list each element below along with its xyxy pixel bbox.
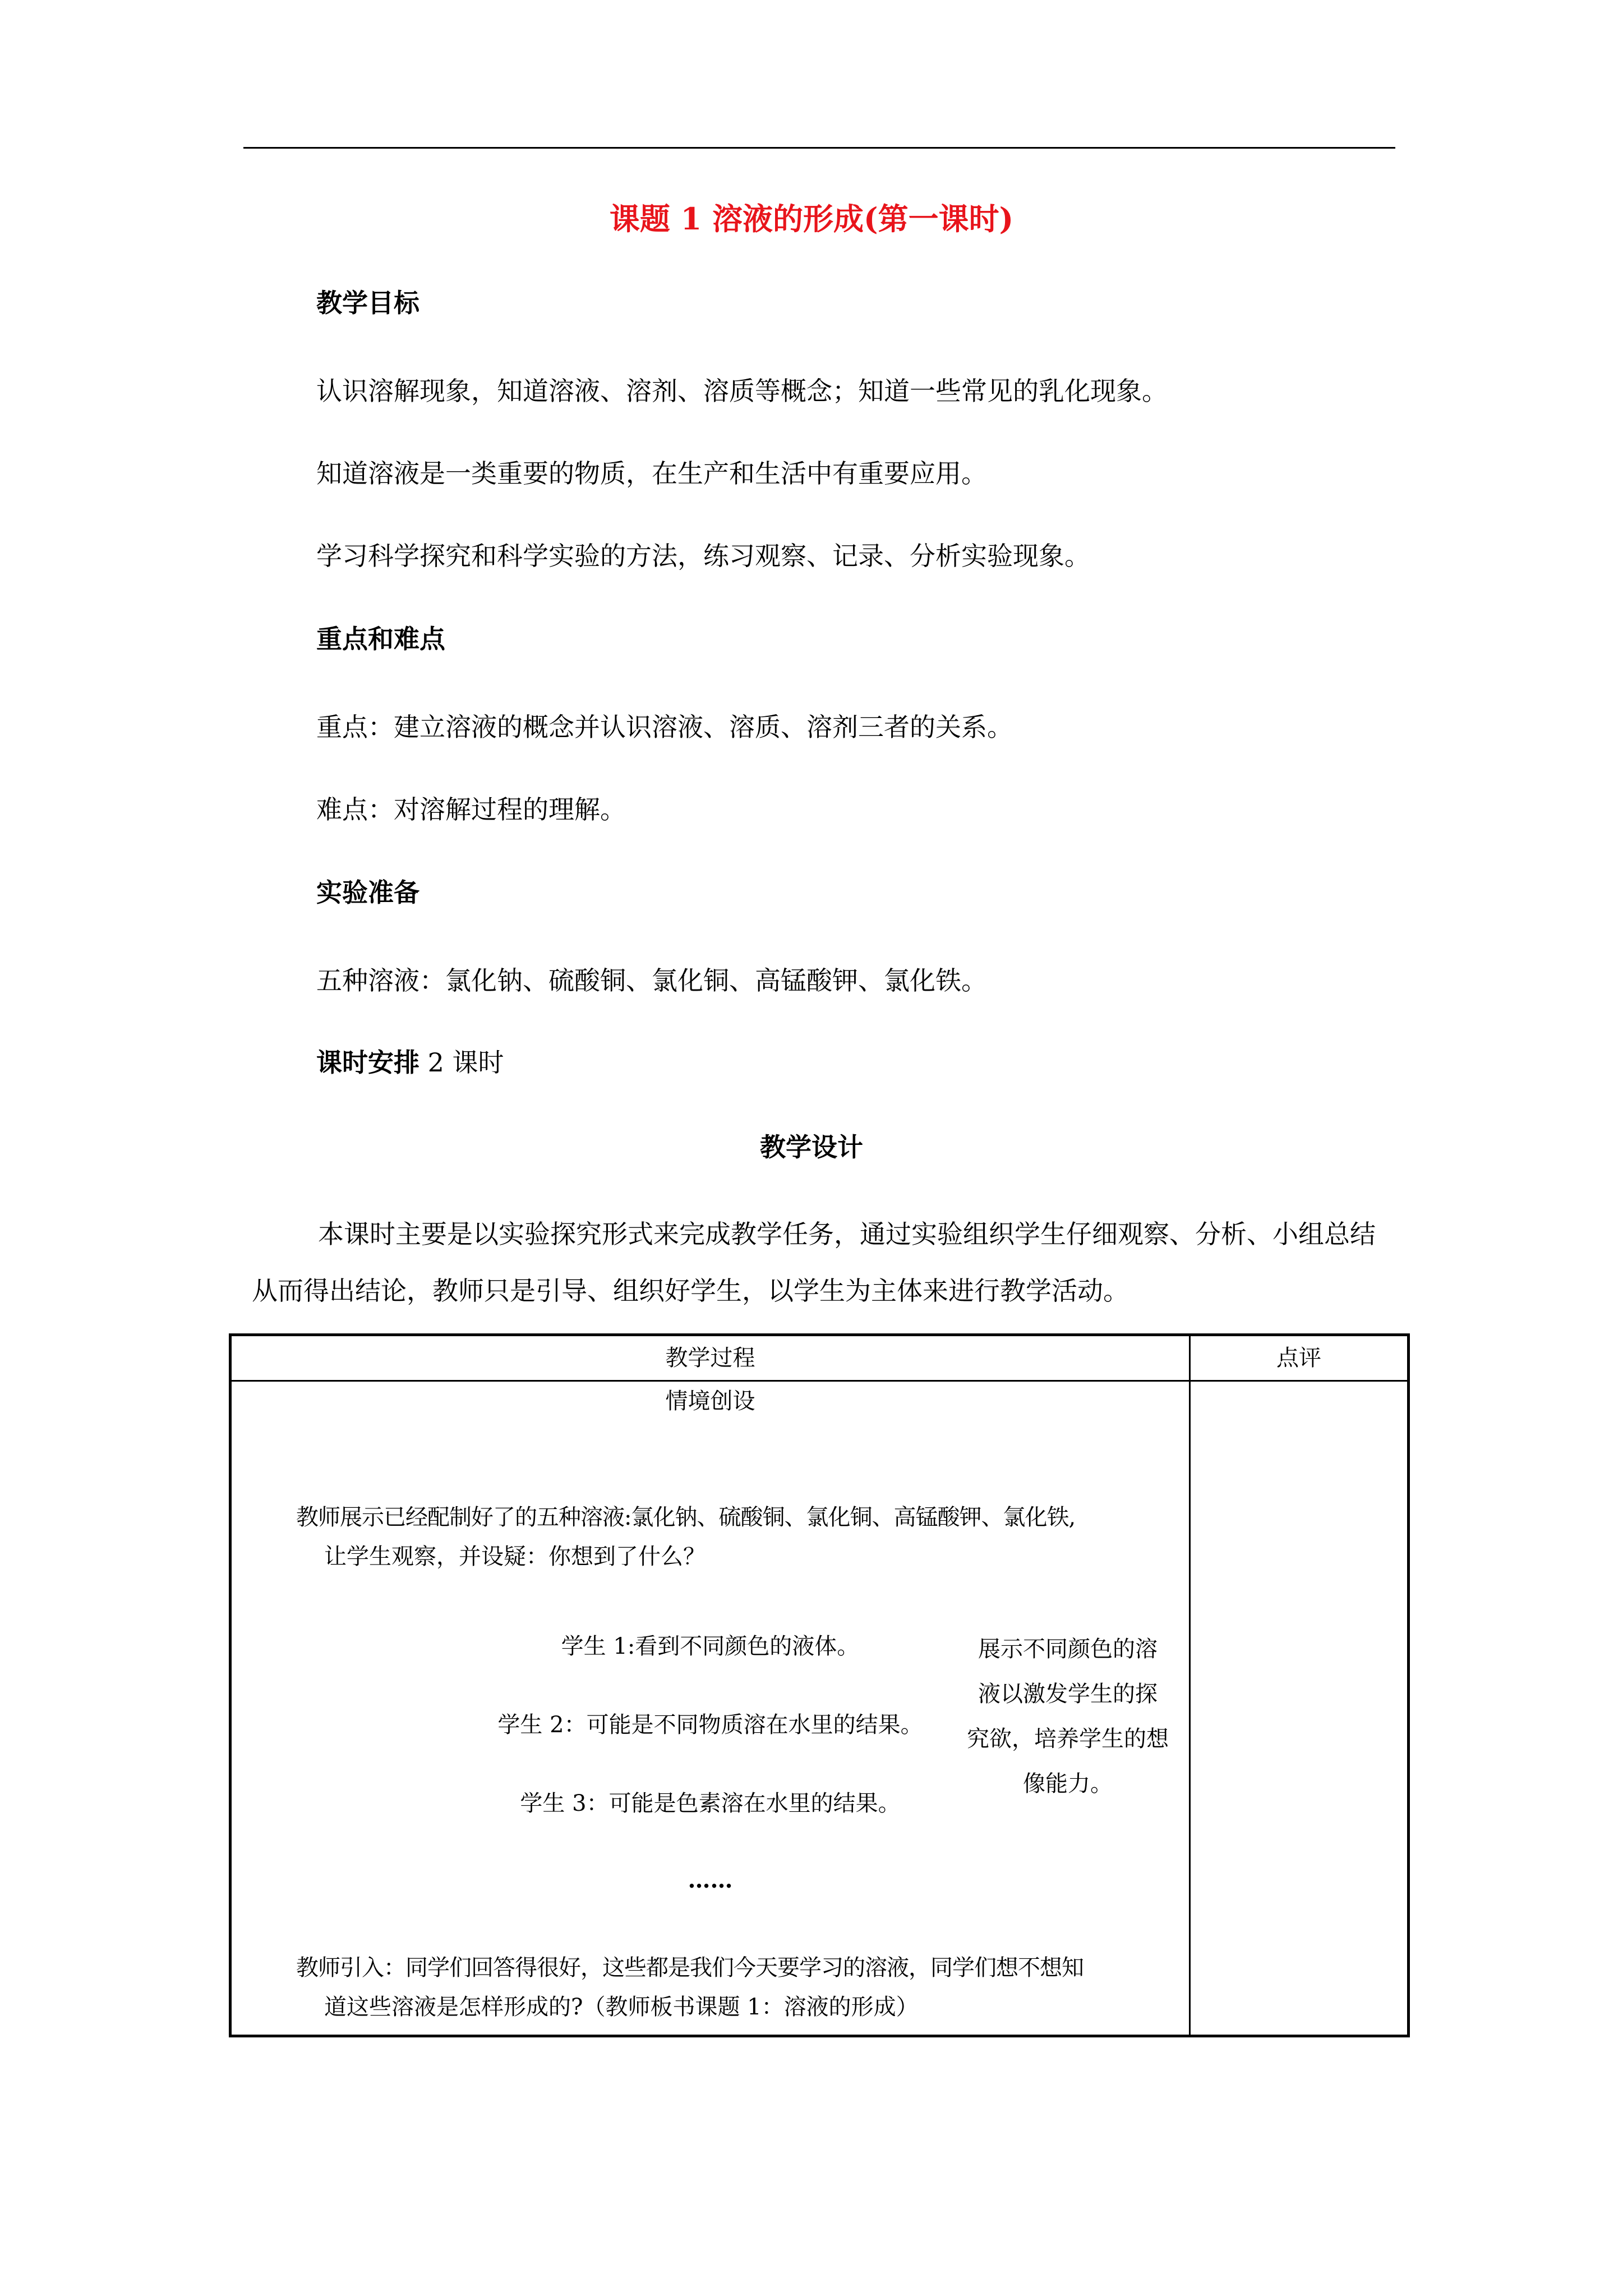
student-answer-2: 学生 2：可能是不同物质溶在水里的结果。: [497, 1712, 923, 1738]
preparation-text: 五种溶液：氯化钠、硫酸铜、氯化铜、高锰酸钾、氯化铁。: [316, 965, 987, 996]
difficulty-point: 难点：对溶解过程的理解。: [316, 794, 626, 825]
teacher-intro-line-2: 道这些溶液是怎样形成的?（教师板书课题 1：溶液的形成）: [324, 1994, 919, 2020]
teacher-intro-line-1: 教师引入：同学们回答得很好，这些都是我们今天要学习的溶液，同学们想不想知: [296, 1955, 1083, 1981]
schedule-text: 2 课时: [419, 1047, 504, 1078]
objectives-heading: 教学目标: [316, 288, 419, 318]
process-section-title: 情境创设: [665, 1388, 755, 1414]
schedule-line: [316, 1045, 504, 1080]
comment-cell: [960, 1627, 1175, 1806]
comment-line-1: 展示不同颜色的溶: [978, 1636, 1158, 1662]
design-paragraph: 本课时主要是以实验探究形式来完成教学任务，通过实验组织学生仔细观察、分析、小组总结从而得出结论，教师只是引导、组织好学生，以学生为主体来进行教学活动。: [252, 1219, 1376, 1306]
key-point: 重点：建立溶液的概念并认识溶液、溶质、溶剂三者的关系。: [316, 712, 1013, 742]
table-header-process: 教学过程: [665, 1345, 755, 1371]
page-title: 课题 1 溶液的形成(第一课时): [609, 201, 1014, 237]
design-heading: 教学设计: [760, 1132, 863, 1162]
objective-item-3: 学习科学探究和科学实验的方法，练习观察、记录、分析实验现象。: [316, 541, 1090, 571]
ellipsis: ……: [688, 1867, 733, 1893]
preparation-heading: 实验准备: [316, 877, 419, 908]
key-points-heading: 重点和难点: [316, 624, 445, 654]
schedule-heading: 课时安排: [316, 1047, 419, 1078]
teacher-show-text: [296, 1498, 1188, 1576]
lesson-table: [229, 1333, 1410, 2037]
table-header-divider: [232, 1380, 1407, 1382]
student-answer-3: 学生 3：可能是色素溶在水里的结果。: [520, 1791, 901, 1816]
teacher-intro-text: [296, 1948, 1188, 2027]
table-header-comment: 点评: [1276, 1345, 1321, 1371]
comment-line-3: 究欲，培养学生的想: [967, 1726, 1169, 1752]
teacher-show-line-1: 教师展示已经配制好了的五种溶液:氯化钠、硫酸铜、氯化铜、高锰酸钾、氯化铁,: [296, 1504, 1076, 1530]
header-rule: [243, 147, 1395, 149]
objective-item-1: 认识溶解现象，知道溶液、溶剂、溶质等概念；知道一些常见的乳化现象。: [316, 376, 1168, 406]
student-answer-1: 学生 1:看到不同颜色的液体。: [561, 1634, 860, 1659]
comment-line-2: 液以激发学生的探: [978, 1681, 1158, 1707]
objective-item-2: 知道溶液是一类重要的物质，在生产和生活中有重要应用。: [316, 458, 987, 489]
comment-line-4: 像能力。: [1023, 1771, 1113, 1797]
table-column-divider: [1189, 1336, 1191, 2035]
teacher-show-line-2: 让学生观察，并设疑：你想到了什么？: [324, 1544, 706, 1570]
